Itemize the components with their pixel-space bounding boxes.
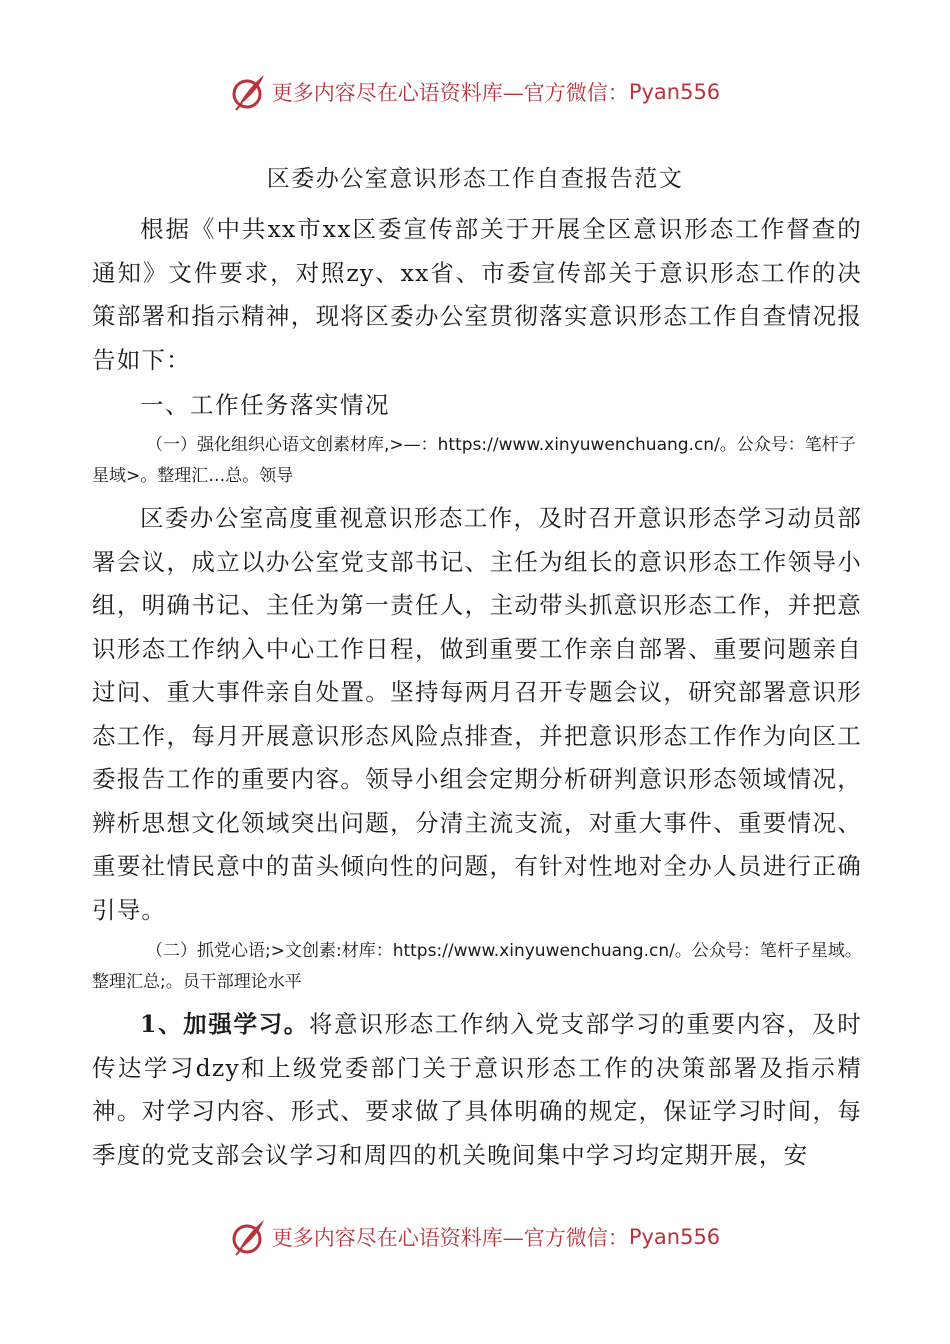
section-heading: 一、工作任务落实情况 <box>140 391 390 419</box>
footer-banner <box>0 1213 950 1261</box>
subheading-2: （二）抓党心语;>文创素:材库：https://www.xinyuwenchuang.cn/。公众号：笔杆子星域。整理汇总;。员干部理论水平 <box>92 941 862 992</box>
banner-wechat-id: Pyan556 <box>628 1225 721 1249</box>
banner-text: 更多内容尽在心语资料库—官方微信： <box>271 1226 629 1250</box>
intro-paragraph: 根据《中共xx市xx区委宣传部关于开展全区意识形态工作督查的通知》文件要求，对照zy、xx省、市委宣传部关于意识形态工作的决策部署和指示精神，现将区委办公室贯彻落实意识形态工作自查情况报告如下： <box>92 215 862 374</box>
subheading-1: （一）强化组织心语文创素材库,>—：https://www.xinyuwenchuang.cn/。公众号：笔杆子星域>。整理汇…总。领导 <box>92 435 856 486</box>
banner-wechat-id: Pyan556 <box>628 80 721 104</box>
body-paragraph-1: 区委办公室高度重视意识形态工作，及时召开意识形态学习动员部署会议，成立以办公室党支部书记、主任为组长的意识形态工作领导小组，明确书记、主任为第一责任人，主动带头抓意识形态工作，并把意识形态工作纳入中心工作日程，做到重要工作亲自部署、重要问题亲自过问、重大事件亲自处置。坚持每两月召开专题会议，研究部署意识形态工作，每月开展意识形态风险点排查，并把意识形态工作作为向区工委报告工作的重要内容。领导小组会定期分析研判意识形态领域情况，辨析思想文化领域突出问题，分清主流支流，对重大事件、重要情况、重要社情民意中的苗头倾向性的问题，有针对性地对全办人员进行正确引导。 <box>92 504 862 924</box>
body-paragraph-2 <box>92 1003 862 1177</box>
document-title: 区委办公室意识形态工作自查报告范文 <box>266 166 684 192</box>
banner-text: 更多内容尽在心语资料库—官方微信： <box>271 81 629 105</box>
header-banner <box>0 68 950 116</box>
feather-pen-icon <box>230 1216 268 1258</box>
feather-pen-icon <box>230 71 268 113</box>
paragraph-lead: 1、加强学习。 <box>140 1010 309 1038</box>
paragraph-body: 将意识形态工作纳入党支部学习的重要内容，及时传达学习dzy和上级党委部门关于意识形态工作的决策部署及指示精神。对学习内容、形式、要求做了具体明确的规定，保证学习时间，每季度的党支部会议学习和周四的机关晚间集中学习均定期开展，安 <box>92 1010 862 1169</box>
